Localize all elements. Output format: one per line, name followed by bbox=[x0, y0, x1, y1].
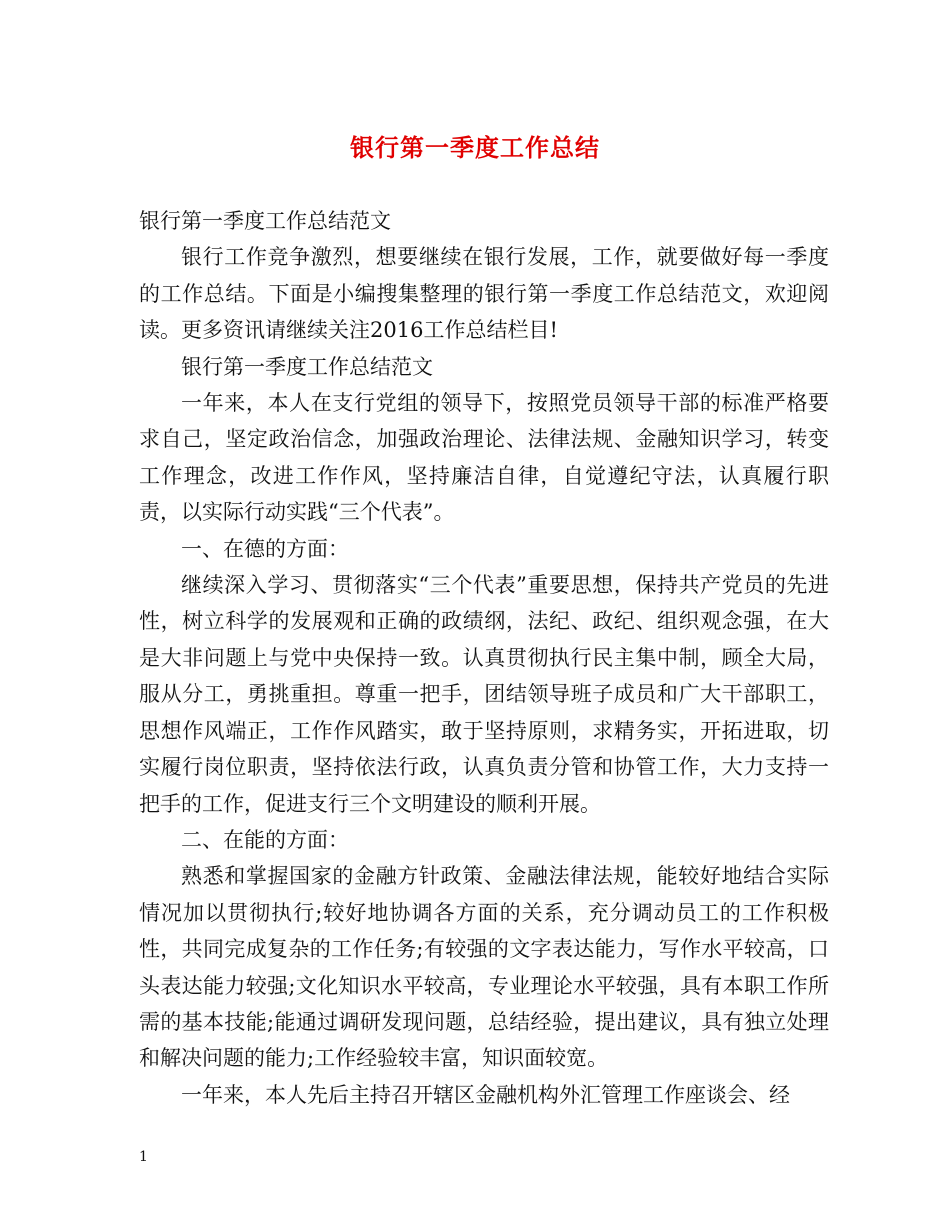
paragraph: 银行第一季度工作总结范文 bbox=[139, 209, 391, 233]
paragraph: 银行第一季度工作总结范文 bbox=[181, 354, 433, 379]
paragraph: 继续深入学习、贯彻落实“三个代表”重要思想，保持共产党员的先进性，树立科学的发展观和正确的政绩纲，法纪、政纪、组织观念强，在大是大非问题上与党中央保持一致。认真贯彻执行民主集中制，顾全大局，服从分工，勇挑重担。尊重一把手，团结领导班子成员和广大干部职工，思想作风端正，工作作风踏实，敢于坚持原则，求精务实，开拓进取，切实履行岗位职责，坚持依法行政，认真负责分管和协管工作，大力支持一把手的工作，促进支行三个文明建设的顺利开展。 bbox=[139, 573, 829, 816]
paragraph: 一、在德的方面： bbox=[181, 536, 349, 561]
document-title: 银行第一季度工作总结 bbox=[350, 133, 600, 162]
document-body bbox=[139, 203, 829, 1113]
paragraph: 一年来，本人在支行党组的领导下，按照党员领导干部的标准严格要求自己，坚定政治信念，加强政治理论、法律法规、金融知识学习，转变工作理念，改进工作作风，坚持廉洁自律，自觉遵纪守法，认真履行职责，以实际行动实践“三个代表”。 bbox=[139, 391, 829, 525]
page-number: 1 bbox=[139, 1149, 148, 1165]
paragraph: 银行工作竞争激烈，想要继续在银行发展，工作，就要做好每一季度的工作总结。下面是小编搜集整理的银行第一季度工作总结范文，欢迎阅读。更多资讯请继续关注2016工作总结栏目! bbox=[139, 245, 829, 343]
paragraph: 一年来，本人先后主持召开辖区金融机构外汇管理工作座谈会、经 bbox=[181, 1082, 790, 1107]
paragraph: 二、在能的方面： bbox=[181, 827, 349, 852]
paragraph: 熟悉和掌握国家的金融方针政策、金融法律法规，能较好地结合实际情况加以贯彻执行;较好地协调各方面的关系，充分调动员工的工作积极性，共同完成复杂的工作任务;有较强的文字表达能力，写作水平较高，口头表达能力较强;文化知识水平较高，专业理论水平较强，具有本职工作所需的基本技能;能通过调研发现问题，总结经验，提出建议，具有独立处理和解决问题的能力;工作经验较丰富，知识面较宽。 bbox=[139, 864, 829, 1071]
